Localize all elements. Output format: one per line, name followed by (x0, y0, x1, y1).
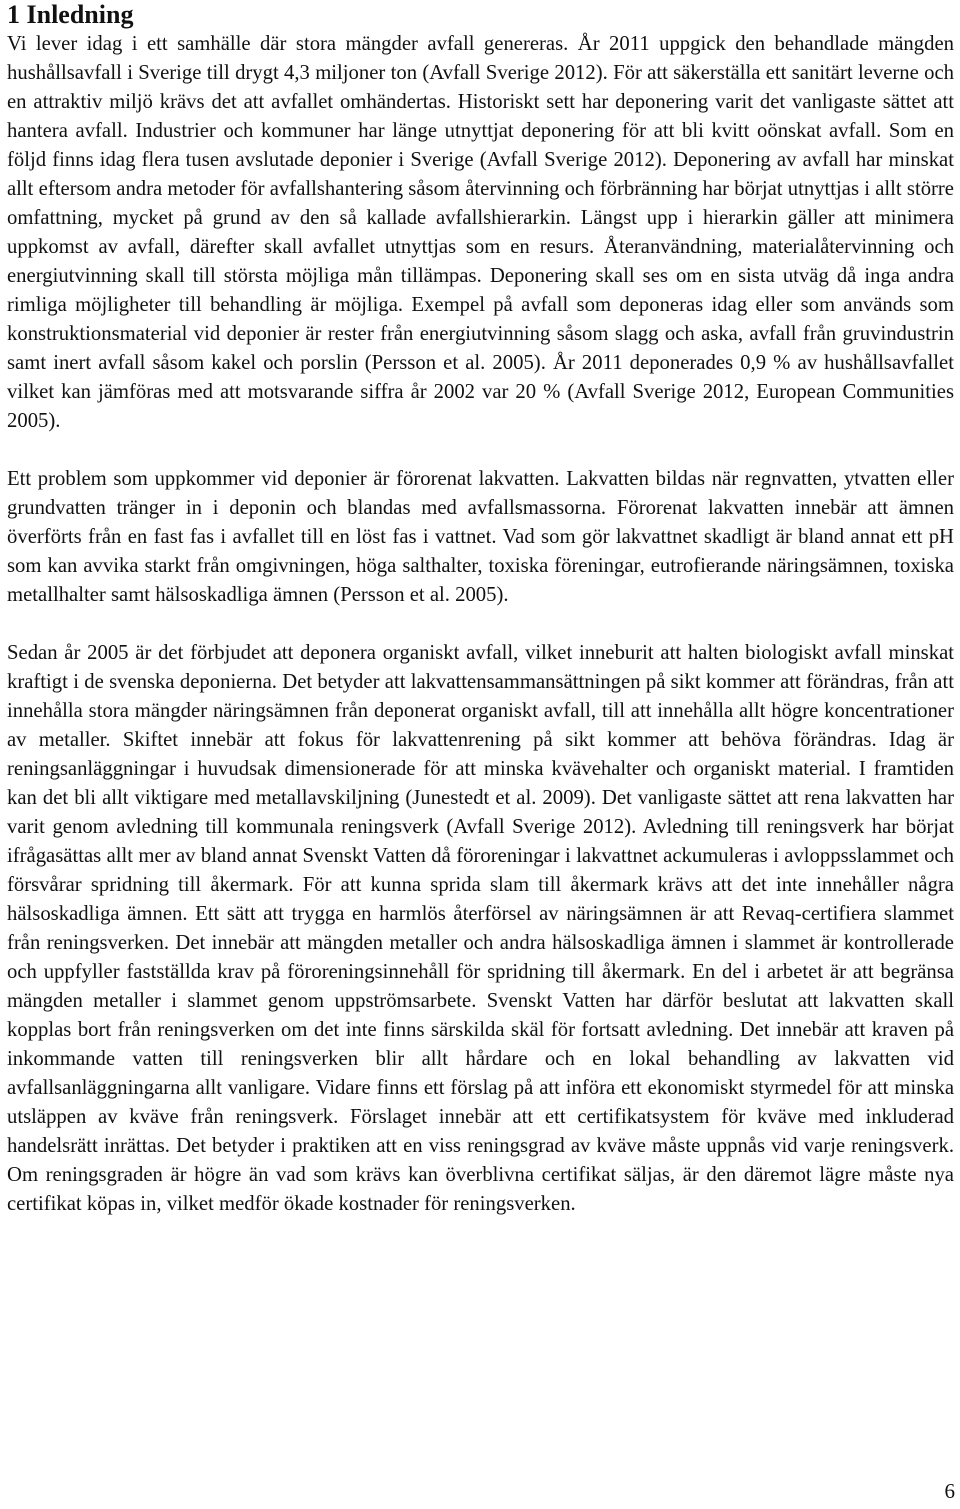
paragraph-regulation: Sedan år 2005 är det förbjudet att deponera organiskt avfall, vilket inneburit att halten biologiskt avfall minskat kraftigt i de svenska deponierna. Det betyder att lakvattensammansättningen på sikt kommer att förändras, från att innehålla stora mängder näringsämnen från deponerat organiskt avfall, till att innehålla allt högre koncentrationer av metaller. Skiftet innebär att fokus för lakvattenrening på sikt kommer att behöva förändras. Idag är reningsanläggningar i huvudsak dimensionerade för att minska kvävehalter och organiskt material. I framtiden kan det bli allt viktigare med metallavskiljning (Junestedt et al. 2009). Det vanligaste sättet att rena lakvatten har varit genom avledning till kommunala reningsverk (Avfall Sverige 2012). Avledning till reningsverk har börjat ifrågasättas allt mer av bland annat Svenskt Vatten då föroreningar i lakvattnet ackumuleras i avloppsslammet och försvårar spridning till åkermark. För att kunna sprida slam till åkermark krävs att det inte innehåller några hälsoskadliga ämnen. Ett sätt att trygga en harmlös återförsel av näringsämnen är att Revaq-certifiera slammet från reningsverken. Det innebär att mängden metaller och andra hälsoskadliga ämnen i slammet är kontrollerade och uppfyller fastställda krav på föroreningsinnehåll för spridning till åkermark. En del i arbetet är att begränsa mängden metaller i slammet genom uppströmsarbete. Svenskt Vatten har därför beslutat att lakvatten skall kopplas bort från reningsverken om det inte finns särskilda skäl för fortsatt avledning. Det innebär att kraven på inkommande vatten till reningsverken blir allt hårdare och en lokal behandling av lakvatten vid avfallsanläggningarna allt vanligare. Vidare finns ett förslag på att införa ett ekonomiskt styrmedel för att minska utsläppen av kväve från reningsverk. Förslaget innebär att ett certifikatsystem för kväve med inkluderad handelsrätt inrättas. Det betyder i praktiken att en viss reningsgrad av kväve måste uppnås vid varje reningsverk. Om reningsgraden är högre än vad som krävs kan överblivna certifikat säljas, är den däremot lägre måste nya certifikat köpas in, vilket medför ökade kostnader för reningsverken. (7, 642, 954, 1215)
section-heading: 1 Inledning (7, 0, 134, 29)
paragraph-intro: Vi lever idag i ett samhälle där stora mängder avfall genereras. År 2011 uppgick den behandlade mängden hushållsavfall i Sverige till drygt 4,3 miljoner ton (Avfall Sverige 2012). För att säkerställa ett sanitärt leverne och en attraktiv miljö krävs det att avfallet omhändertas. Historiskt sett har deponering varit det vanligaste sättet att hantera avfall. Industrier och kommuner har länge utnyttjat deponering för att bli kvitt oönskat avfall. Som en följd finns idag flera tusen avslutade deponier i Sverige (Avfall Sverige 2012). Deponering av avfall har minskat allt eftersom andra metoder för avfallshantering såsom återvinning och förbränning har börjat utnyttjas i allt större omfattning, mycket på grund av den så kallade avfallshierarkin. Längst upp i hierarkin gäller att minimera uppkomst av avfall, därefter skall avfallet utnyttjas som en resurs. Återanvändning, materialåtervinning och energiutvinning skall till största möjliga mån tillämpas. Deponering skall ses om en sista utväg då inga andra rimliga möjligheter till behandling är möjliga. Exempel på avfall som deponeras idag eller som används som konstruktionsmaterial vid deponier är rester från energiutvinning såsom slagg och aska, avfall från gruvindustrin samt inert avfall såsom kakel och porslin (Persson et al. 2005). År 2011 deponerades 0,9 % av hushållsavfallet vilket kan jämföras med att motsvarande siffra år 2002 var 20 % (Avfall Sverige 2012, European Communities 2005). (7, 33, 954, 432)
document-page (7, 0, 954, 1219)
paragraph-leachate: Ett problem som uppkommer vid deponier är förorenat lakvatten. Lakvatten bildas när regnvatten, ytvatten eller grundvatten tränger in i deponin och blandas med avfallsmassorna. Förorenat lakvatten innebär att ämnen överförts från en fast fas i avfallet till en löst fas i vattnet. Vad som gör lakvattnet skadligt är bland annat ett pH som kan avvika starkt från omgivningen, höga salthalter, toxiska föreningar, eutrofierande näringsämnen, toxiska metallhalter samt hälsoskadliga ämnen (Persson et al. 2005). (7, 468, 954, 606)
page-number: 6 (944, 1479, 955, 1503)
